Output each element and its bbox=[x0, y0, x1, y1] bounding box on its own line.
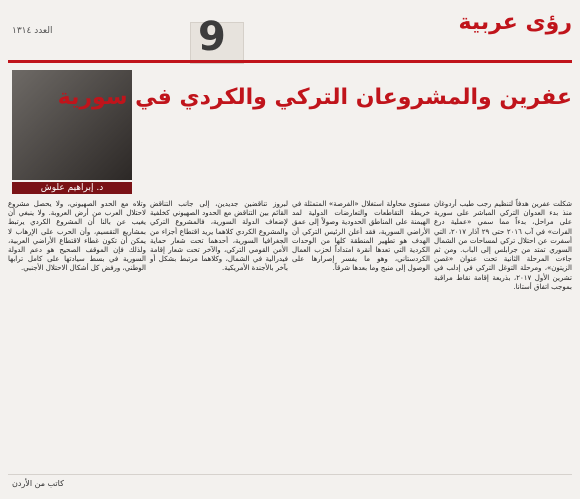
page-header bbox=[0, 0, 580, 64]
page-number: 9 bbox=[198, 14, 226, 60]
article-column-1 bbox=[434, 200, 572, 472]
author-name: د. إبراهيم علوش bbox=[12, 182, 132, 194]
article-column-4 bbox=[8, 200, 146, 472]
author-byline: كاتب من الأردن bbox=[12, 479, 64, 488]
footer-rule bbox=[8, 474, 572, 475]
article-column-2 bbox=[292, 200, 430, 472]
article-text: مستوى محاولة استغلال «الفرصة» المتمثلة في خريطة التقاطعات والتعارضات الدولية لمد الهيمنة على المناطق الحدودية وصولاً إلى عمق الأراضي السورية، فقد أعلن الرئيس التركي أن الهدف هو تطهير المنطقة كلها من الوحدات الكردية التي تعدها أنقرة امتداداً لحزب العمال الكردستاني، وهو ما يفسر إصرارها على الوصول إلى منبج وما بعدها شرقاً. bbox=[292, 200, 430, 273]
article-text: شكلت عفرين هدفاً لتنظيم رجب طيب أردوغان منذ بدء العدوان التركي المباشر على سورية على مراحل، بدءاً مما سمي «عملية درع الفرات» في آب ٢٠١٦ حتى ٢٩ آذار ٢٠١٧، التي أسفرت عن احتلال تركي لمساحات من الشمال السوري تمتد من جرابلس إلى الباب. ومن ثم جاءت المرحلة الثانية تحت عنوان «غصن الزيتون»، ومرحلة التوغل التركي في إدلب في تشرين الأول ٢٠١٧، بذريعة إقامة نقاط مراقبة بموجب اتفاق أستانا. bbox=[434, 200, 572, 291]
article-column-3 bbox=[150, 200, 288, 472]
header-rule bbox=[8, 60, 572, 63]
article-text: لبروز تناقضين جديدين، إلى جانب التناقض القائم بين التناقض مع الحدود الصهيوني كخلفية لإضعاف الدولة السورية، فالمشروع التركي والمشروع الكردي كلاهما يريد اقتطاع أجزاء من الجغرافيا السورية، أحدهما تحت شعار حماية الأمن القومي التركي، والآخر تحت شعار إقامة فيدرالية في الشمال، وكلاهما مرتبط بشكل أو بآخر بالأجندة الأمريكية. bbox=[150, 200, 288, 273]
article-text: وتلاه مع الحدو الصهيوني، ولا يحصل مشروع لاحتلال العرب من أرض العروبة. ولا ينبغي أن يغيب عن بالنا أن المشروع الكردي يرتبط بمشاريع التقسيم، وأن الحرب على الإرهاب لا يمكن أن تكون غطاء لاقتطاع الأراضي العربية، ولذلك فإن الموقف الصحيح هو دعم الدولة السورية في بسط سيادتها على كامل ترابها الوطني، ورفض كل أشكال الاحتلال الأجنبي. bbox=[8, 200, 146, 273]
headline-text: عفرين والمشروعان التركي والكردي في سورية bbox=[57, 85, 572, 110]
issue-info: العدد ١٣١٤ bbox=[12, 26, 53, 36]
section-title: رؤى عربية bbox=[458, 10, 572, 35]
headline bbox=[57, 85, 572, 115]
